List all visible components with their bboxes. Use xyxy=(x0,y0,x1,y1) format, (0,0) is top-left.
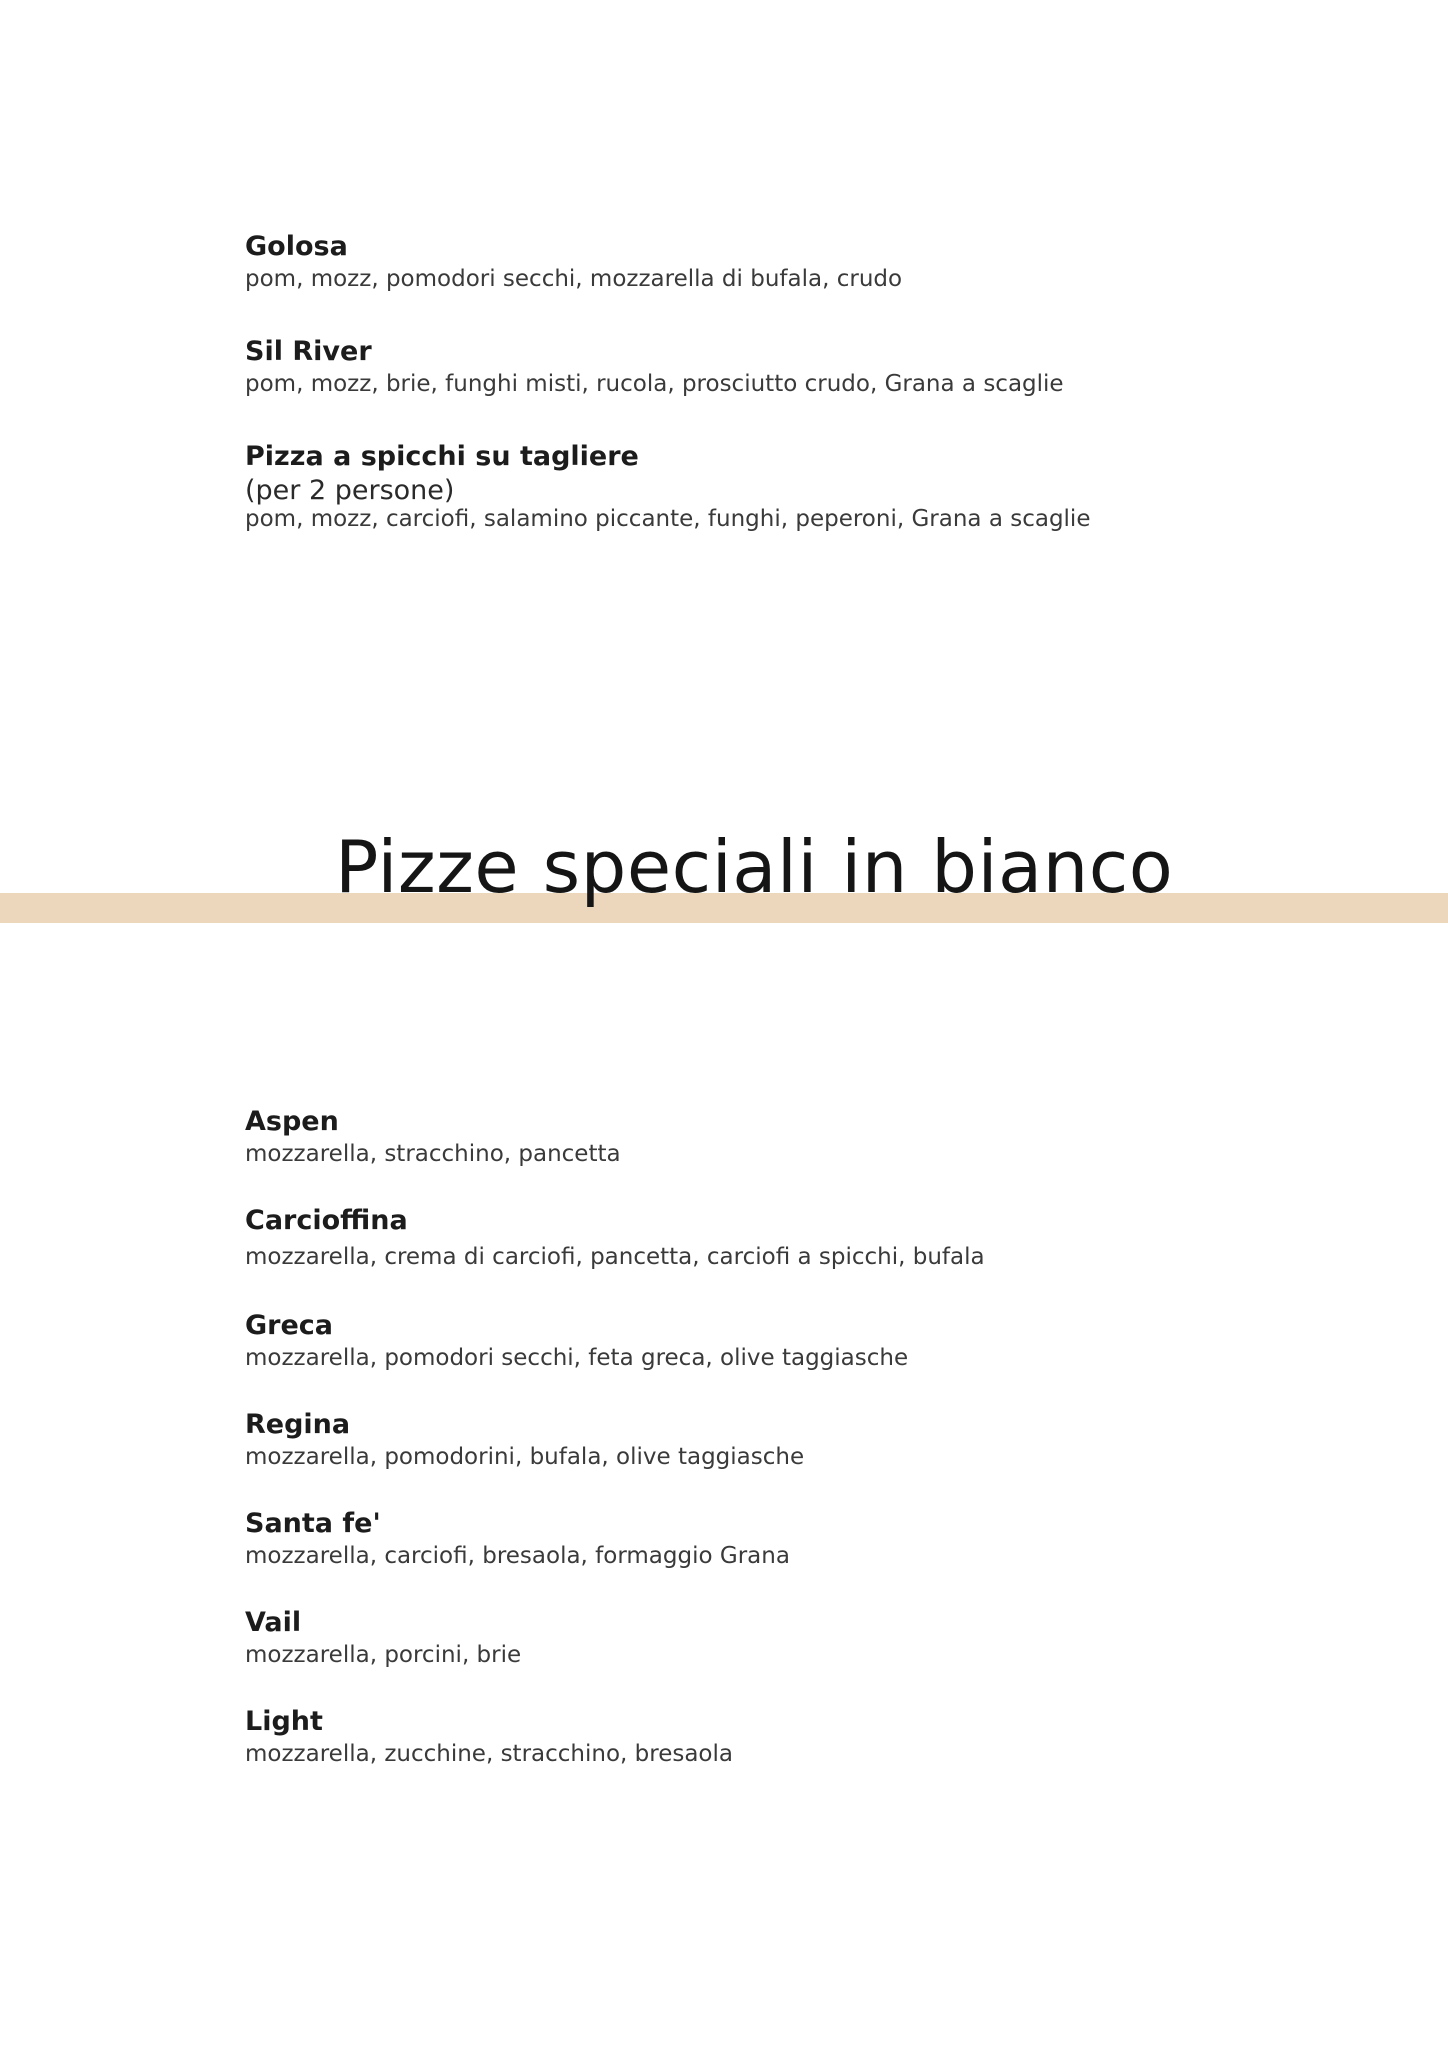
menu-item-light xyxy=(245,1705,733,1769)
item-name: Sil River xyxy=(245,336,372,367)
item-ingredients: mozzarella, crema di carciofi, pancetta, carciofi a spicchi, bufala xyxy=(245,1244,985,1270)
item-ingredients: mozzarella, porcini, brie xyxy=(245,1642,522,1668)
menu-item-aspen xyxy=(245,1105,621,1169)
item-ingredients: mozzarella, pomodorini, bufala, olive taggiasche xyxy=(245,1444,805,1470)
item-note: (per 2 persone) xyxy=(245,475,455,506)
menu-item-vail xyxy=(245,1606,521,1670)
menu-item-santa-fe xyxy=(245,1507,790,1571)
menu-item-pizza-a-spicchi xyxy=(245,440,1090,534)
item-name: Regina xyxy=(245,1409,351,1440)
item-name: Golosa xyxy=(245,231,348,262)
menu-item-carcioffina xyxy=(245,1204,985,1272)
menu-item-sil-river xyxy=(245,335,1064,399)
menu-item-greca xyxy=(245,1309,908,1373)
item-ingredients: mozzarella, pomodori secchi, feta greca, olive taggiasche xyxy=(245,1345,909,1371)
item-name: Carcioffina xyxy=(245,1205,408,1236)
item-ingredients: mozzarella, stracchino, pancetta xyxy=(245,1141,621,1167)
item-name: Santa fe' xyxy=(245,1508,381,1539)
item-name: Aspen xyxy=(245,1106,339,1137)
item-ingredients: pom, mozz, pomodori secchi, mozzarella di bufala, crudo xyxy=(245,266,903,292)
item-ingredients: pom, mozz, brie, funghi misti, rucola, prosciutto crudo, Grana a scaglie xyxy=(245,371,1064,397)
item-name: Vail xyxy=(245,1607,302,1638)
item-ingredients: mozzarella, carciofi, bresaola, formaggio Grana xyxy=(245,1543,790,1569)
item-name: Pizza a spicchi su tagliere xyxy=(245,441,639,472)
menu-item-regina xyxy=(245,1408,804,1472)
menu-item-golosa xyxy=(245,230,902,294)
item-name: Light xyxy=(245,1706,323,1737)
item-name: Greca xyxy=(245,1310,334,1341)
item-ingredients: pom, mozz, carciofi, salamino piccante, funghi, peperoni, Grana a scaglie xyxy=(245,506,1091,532)
section-title: Pizze speciali in bianco xyxy=(335,825,1174,909)
item-ingredients: mozzarella, zucchine, stracchino, bresaola xyxy=(245,1741,733,1767)
